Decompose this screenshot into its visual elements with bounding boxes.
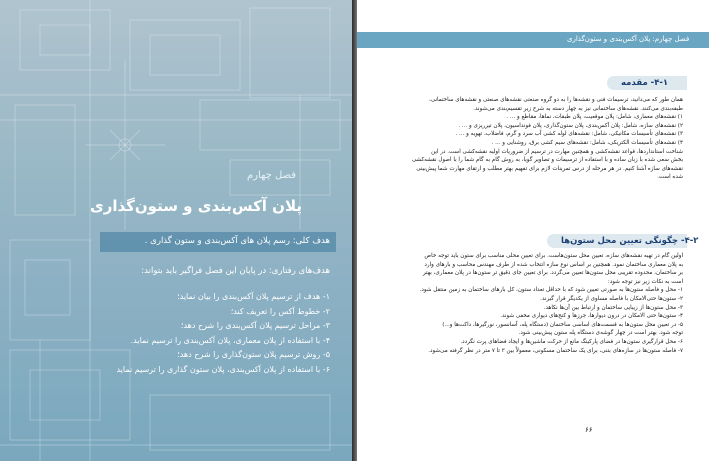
paragraph-line: توجه شود. بهتر است در چهار گوشه‌ی دستگاه پله ستون پیش‌بینی شود. <box>518 330 683 337</box>
paragraph-line: ۴- ستون‌ها حتی الامکان در درون دیوارها، جرزها و کنج‌های دیواری مخفی شوند. <box>500 313 683 320</box>
section-heading-columns: ۴-۲- چگونگی تعیین محل ستون‌ها <box>561 236 699 246</box>
objective-item: ۴- با استفاده از پلان معماری، پلان آکس‌بندی را ترسیم نماید. <box>130 335 330 345</box>
paragraph-line: شده است. <box>657 174 683 181</box>
section-columns-body <box>379 252 683 355</box>
paragraph-line: اولین گام در تهیه نقشه‌های سازه، تعیین محل ستون‌هاست. برای تعیین محلی مناسب برای ستون باید توجه خاص <box>424 253 683 259</box>
paragraph-line: ۳- محل ستون‌ها از زیبایی ساختمان و ارتباط بین آن‌ها نکاهد. <box>543 304 683 311</box>
paragraph-line: ۲- ستون‌ها حتی‌الامکان با فاصله مساوی از یکدیگر قرار گیرند. <box>540 295 683 302</box>
paragraph-line: ۲) نقشه‌های سازه، شامل: پلان آکس‌بندی، پلان ستون‌گذاری، پلان فونداسیون، پلان تیرریزی و ... . <box>458 122 683 129</box>
left-page <box>0 0 352 461</box>
paragraph-line: ۳) نقشه‌های تأسیسات مکانیکی، شامل: نقشه‌های لوله کشی آب سرد و گرم، فاضلاب، تهویه و ... . <box>455 131 683 138</box>
objective-item: ۱- هدف از ترسیم پلان آکس‌بندی را بیان نماید؛ <box>177 292 330 301</box>
section-heading-intro: ۴-۱- مقدمه <box>621 78 669 88</box>
paragraph-line: به پلان معماری ساختمان نمود. همچنین بر اساس نوع سازه انتخاب شده از طرف مهندس محاسب و بارهای وارد <box>424 261 683 268</box>
chapter-title: پلان آکس‌بندی و ستون‌گذاری <box>89 197 302 215</box>
paragraph-line: ۷- فاصله ستون‌ها در سازه‌های بتنی، برای یک ساختمان مسکونی، معمولاً بین ۳ تا ۷ متر در نظر گرفته می‌شود. <box>428 347 683 354</box>
objective-item: ۶- با استفاده از پلان آکس‌بندی، پلان ستون گذاری را ترسیم نماید <box>116 364 330 374</box>
objective-item: ۳- مراحل ترسیم پلان آکس‌بندی را شرح دهد؛ <box>180 321 330 330</box>
paragraph-line: ۱- محل و فاصله ستون‌ها به صورتی تعیین شود که با حداقل تعداد ستون، کل بارهای ساختمان به زمین منتقل شود. <box>419 287 683 294</box>
objective-item: ۵- روش ترسیم پلان ستون‌گذاری را شرح دهد؛ <box>177 350 330 359</box>
paragraph-line: بخش سعی شده با زبان ساده و با استفاده از ترسیمات و تصاویر گویا، به روش گام به گام شما را با اصول نقشه‌کشی <box>411 157 683 164</box>
page-number: ۶۶ <box>585 426 593 434</box>
paragraph-line: بر ساختمان، محدوده تقریبی محل ستون‌ها تعیین می‌گردد. برای تعیین جای دقیق تر ستون‌ها در پلان معماری، بهتر <box>422 270 683 277</box>
paragraph-line: ۱) نقشه‌های معماری، شامل: پلان موقعیت، پلان طبقات، نماها، مقاطع و ... . <box>506 114 683 121</box>
objectives-intro: هدف‌های رفتاری: در پایان این فصل فراگیر باید بتواند: <box>141 266 330 276</box>
paragraph-line: است به نکات زیر نیز توجه شود: <box>607 278 683 285</box>
paragraph-line: همان طور که می‌دانید، ترسیمات فنی و نقشه‌ها را به دو گروه صنعتی نقشه‌های صنعتی و نقشه‌های ساختمانی، <box>429 97 683 103</box>
paragraph-line: طبقه‌بندی می‌کنند. نقشه‌های ساختمانی نیز به چهار دسته به شرح زیر تقسیم‌بندی می‌شوند. <box>473 105 683 112</box>
paragraph-line: نقشه‌های سازه آشنا کنیم. در هر مرحله از درس تمرینات لازم برای تفهیم بهتر مطلب و ارتقای مهارت شما پیش‌بینی <box>416 165 683 172</box>
chapter-number: فصل چهارم <box>246 170 296 181</box>
objective-item: ۲- خطوط آکس را تعریف کند؛ <box>230 306 330 316</box>
paragraph-line: ۴) نقشه‌های تأسیسات الکتریکی، شامل: نقشه‌های سیم کشی برق، روشنایی و ... . <box>491 139 683 146</box>
paragraph-line: ۶- محل قرارگیری ستون‌ها در فضای پارکینگ مانع از حرکت ماشین‌ها و ایجاد فضاهای پرت نگردد. <box>460 338 683 345</box>
blueprint-background-illustration <box>0 0 352 461</box>
running-header: فصل چهارم: پلان آکس‌بندی و ستون‌گذاری <box>567 35 690 43</box>
chapter-goal: هدف کلی: رسم پلان های آکس‌بندی و ستون گذاری . <box>144 236 330 246</box>
right-page <box>357 0 709 461</box>
section-intro-body <box>379 96 683 182</box>
paragraph-line: شناخت استانداردها، قواعد نقشه‌کشی و همچنین مهارت در ترسیم از ضروریات اولیه نقشه‌کشی است. در این <box>431 148 683 155</box>
objectives-list <box>116 290 330 377</box>
paragraph-line: ۵- در تعیین محل ستون‌ها به قسمت‌های اساسی ساختمان (دستگاه پله، آسانسور، نورگیرها، داکت‌ها و...) <box>442 321 683 328</box>
